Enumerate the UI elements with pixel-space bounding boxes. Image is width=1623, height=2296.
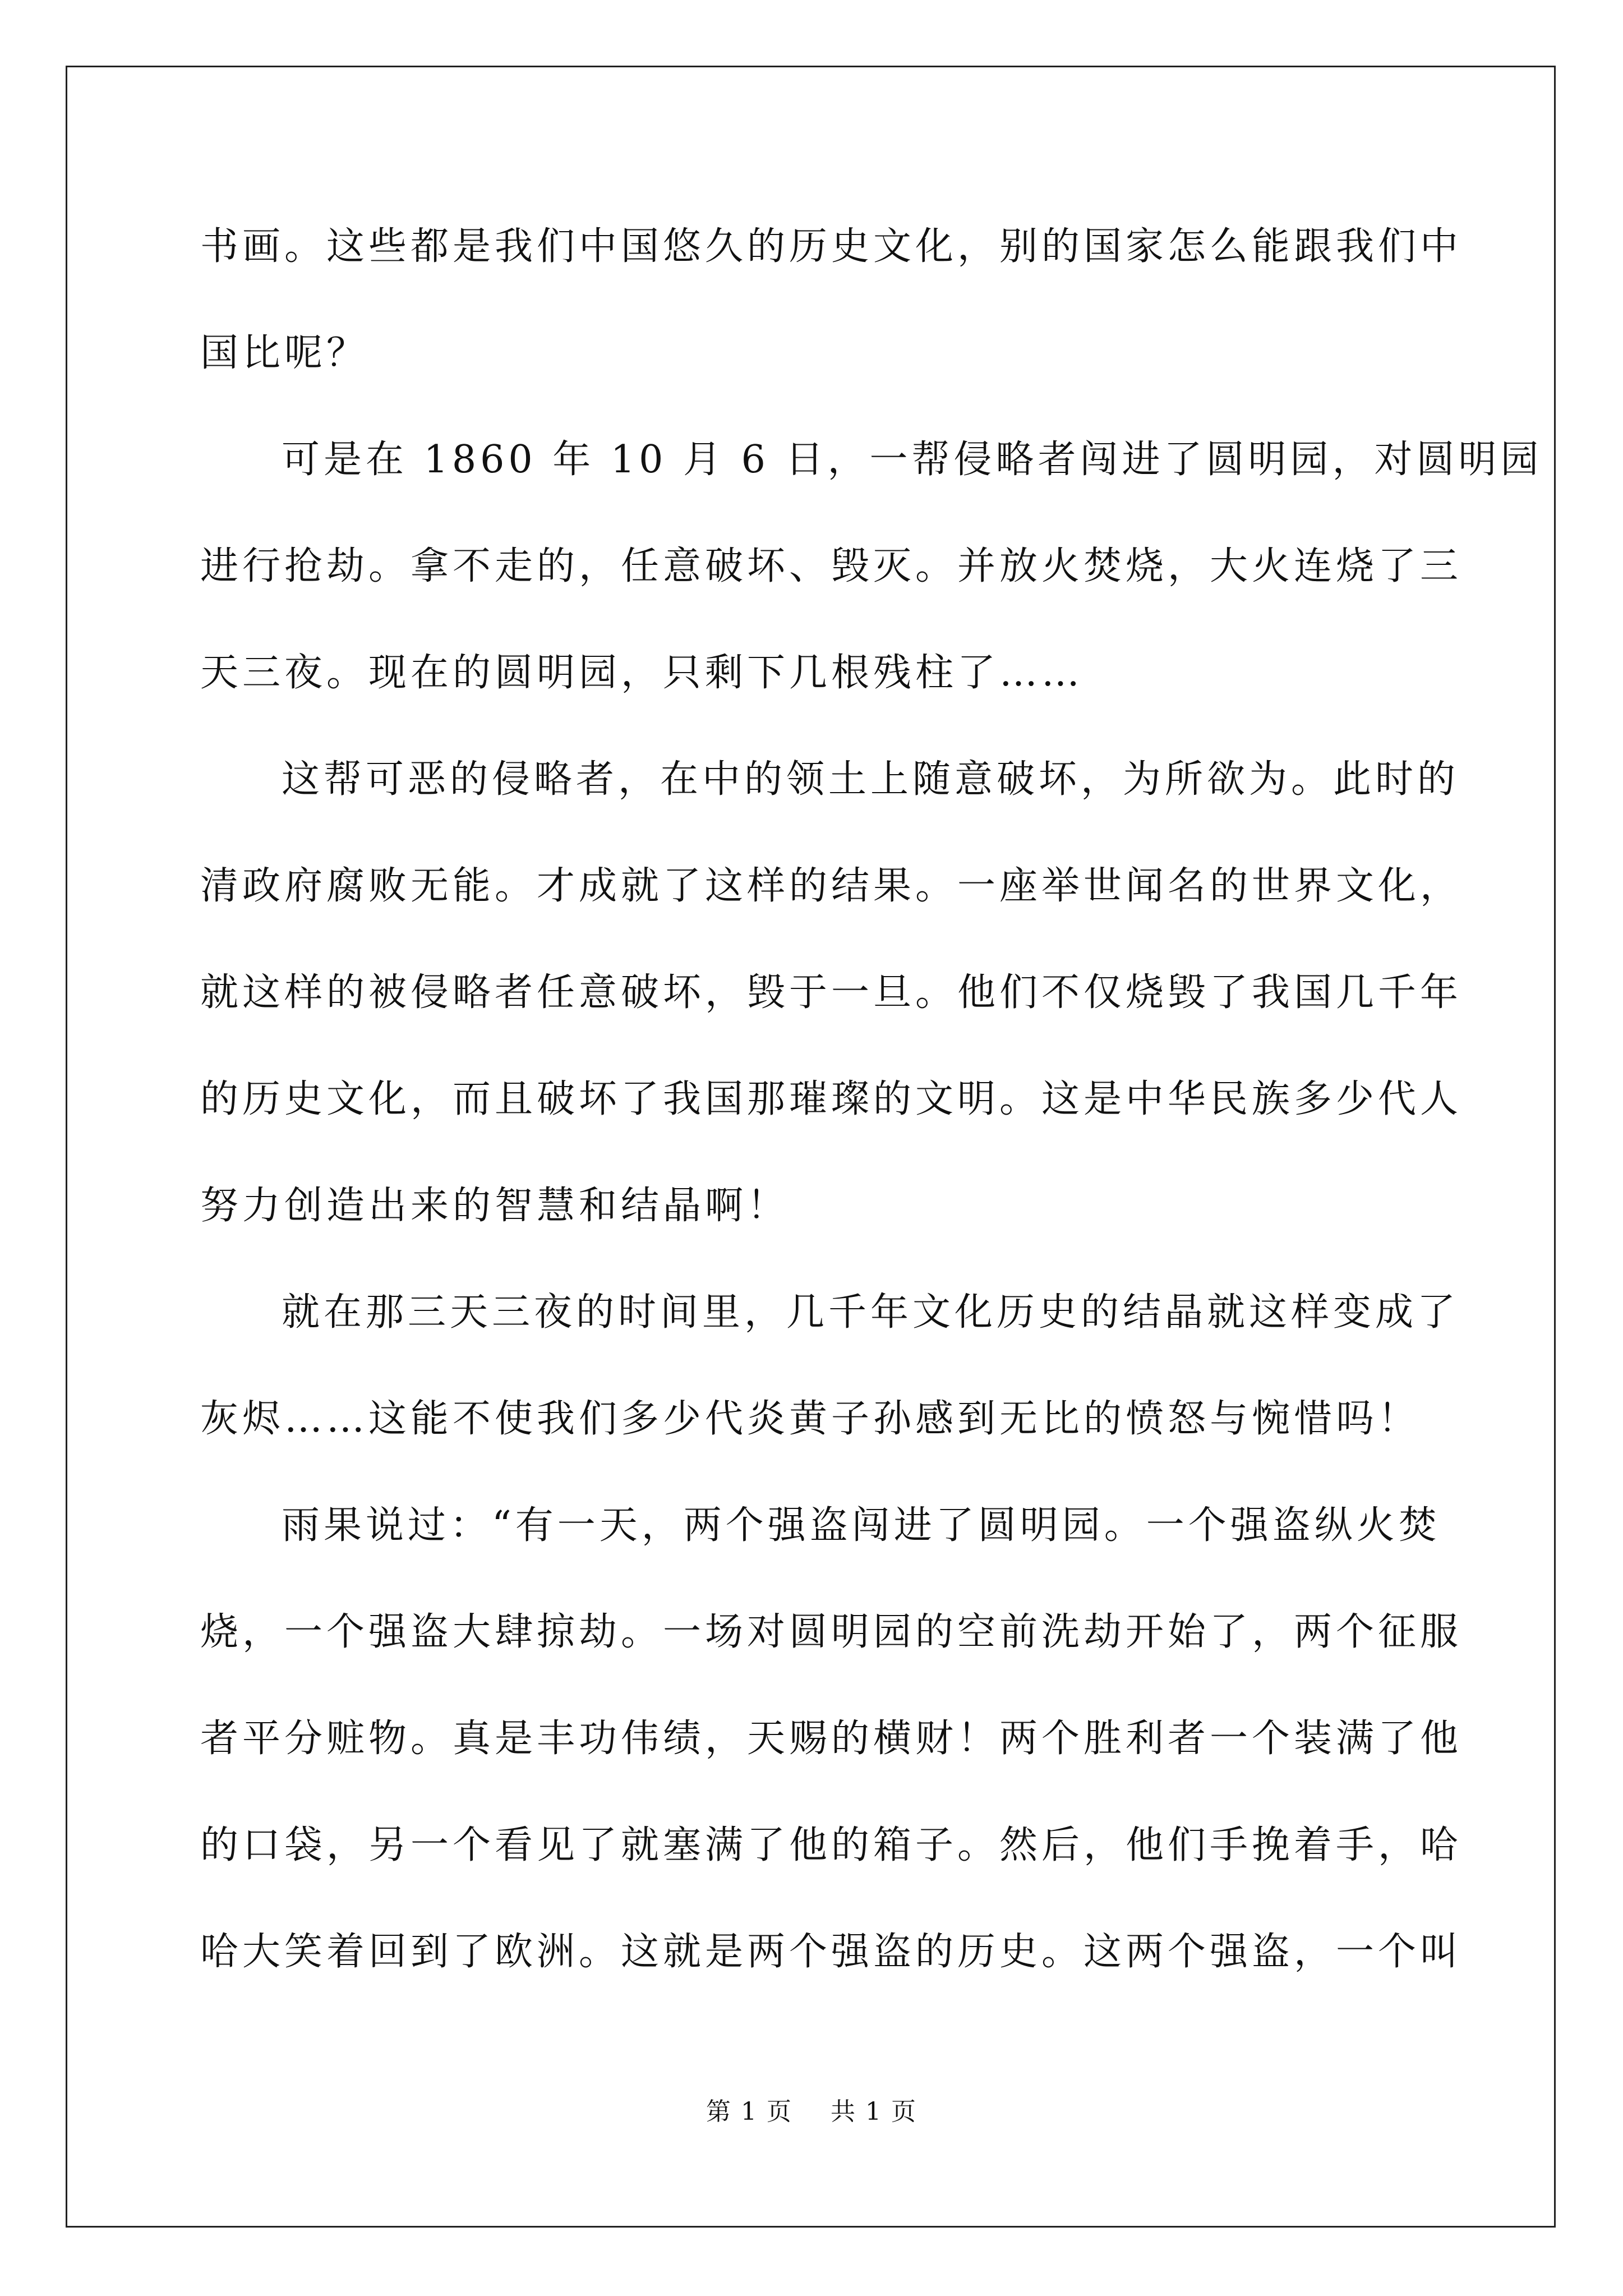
- paragraph-start-line: 雨果说过：“有一天，两个强盗闯进了圆明园。一个强盗纵火焚: [282, 1503, 1441, 1548]
- document-body: [200, 213, 1543, 2025]
- total-pages: 共 1 页: [831, 2097, 917, 2126]
- text-line: 进行抢劫。拿不走的，任意破坏、毁灭。并放火焚烧，大火连烧了三: [200, 544, 1463, 588]
- text-line: 清政府腐败无能。才成就了这样的结果。一座举世闻名的世界文化，: [200, 864, 1463, 908]
- text-line: 就这样的被侵略者任意破坏，毁于一旦。他们不仅烧毁了我国几千年: [200, 970, 1463, 1015]
- text-line: 的历史文化，而且破坏了我国那璀璨的文明。这是中华民族多少代人: [200, 1077, 1463, 1121]
- text-line: 者平分赃物。真是丰功伟绩，天赐的横财！两个胜利者一个装满了他: [200, 1717, 1463, 1761]
- paragraph-start-line: 就在那三天三夜的时间里，几千年文化历史的结晶就这样变成了: [282, 1290, 1460, 1335]
- text-line: 努力创造出来的智慧和结晶啊！: [200, 1184, 790, 1228]
- text-line: 的口袋，另一个看见了就塞满了他的箱子。然后，他们手挽着手，哈: [200, 1823, 1463, 1867]
- text-line: 天三夜。现在的圆明园，只剩下几根残柱了……: [200, 651, 1084, 695]
- text-line: 国比呢？: [200, 331, 369, 375]
- page-number: 第 1 页: [706, 2097, 792, 2126]
- page-footer: [0, 2091, 1623, 2127]
- paragraph-start-line: 这帮可恶的侵略者，在中的领土上随意破坏，为所欲为。此时的: [282, 757, 1460, 802]
- text-line: 烧，一个强盗大肆掠劫。一场对圆明园的空前洗劫开始了，两个征服: [200, 1610, 1463, 1654]
- text-line: 书画。这些都是我们中国悠久的历史文化，别的国家怎么能跟我们中: [200, 224, 1463, 269]
- text-line: 灰烬……这能不使我们多少代炎黄子孙感到无比的愤怒与惋惜吗！: [200, 1397, 1421, 1441]
- paragraph-start-line: 可是在 1860 年 10 月 6 日，一帮侵略者闯进了圆明园，对圆明园: [282, 438, 1543, 482]
- text-line: 哈大笑着回到了欧洲。这就是两个强盗的历史。这两个强盗，一个叫: [200, 1930, 1463, 1974]
